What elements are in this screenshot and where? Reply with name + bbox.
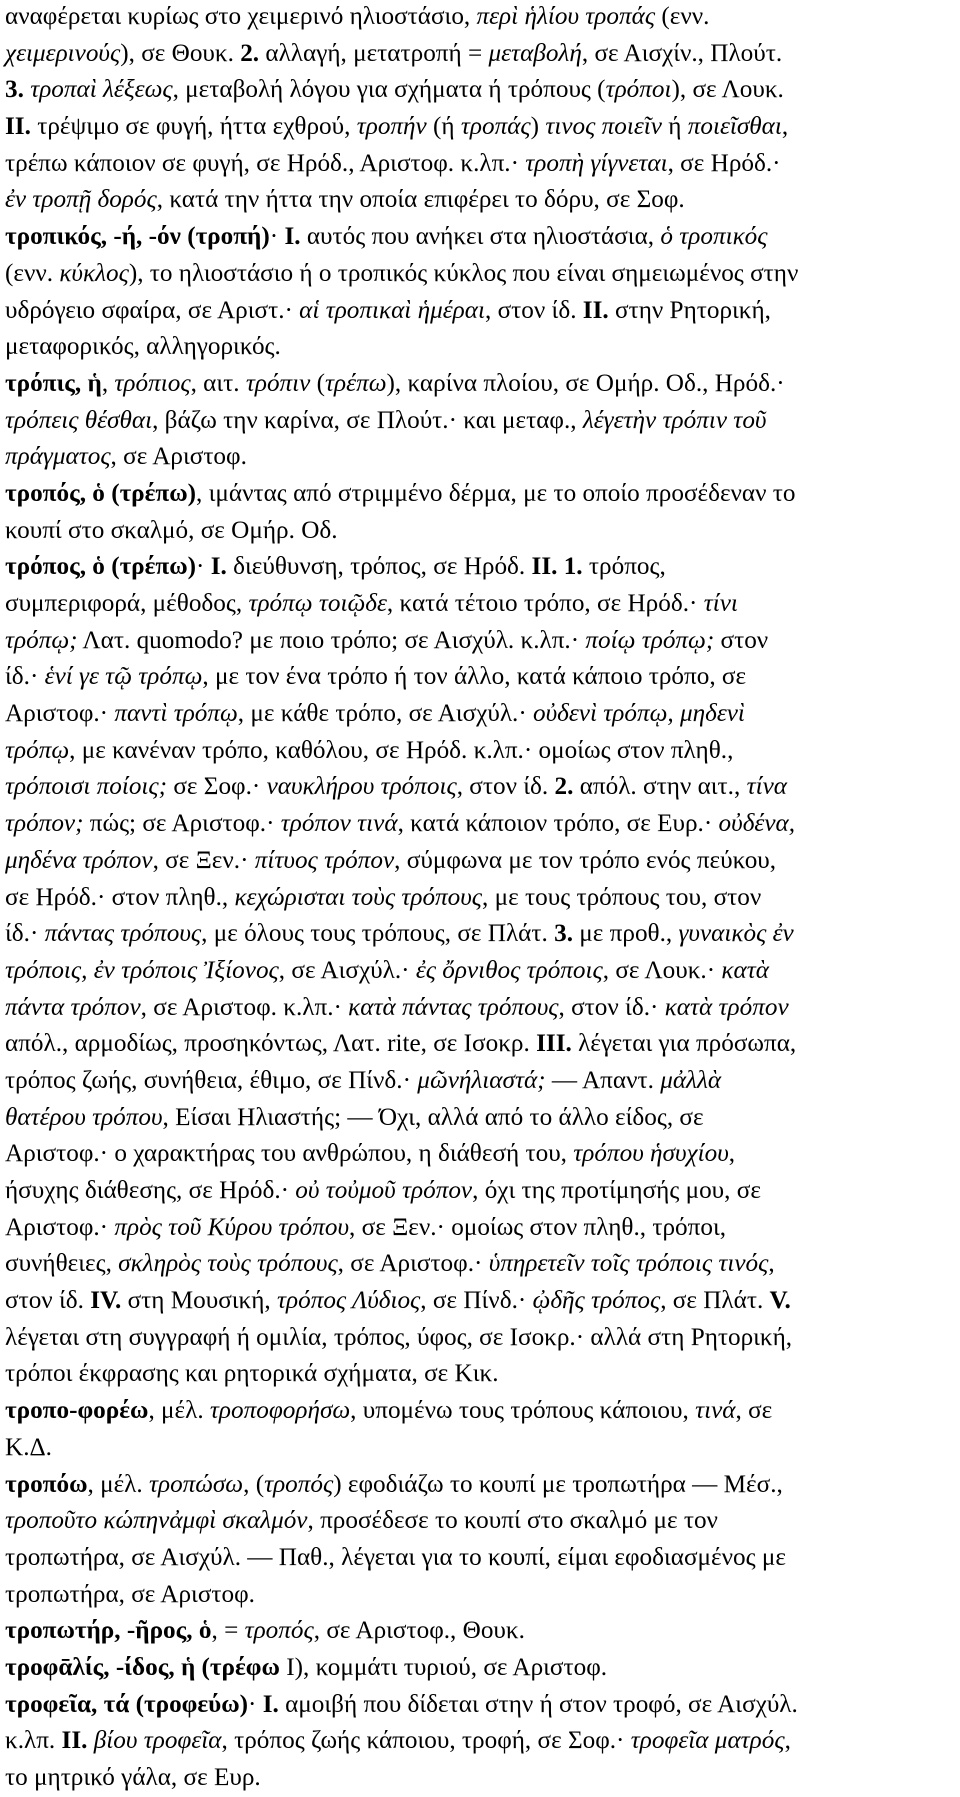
text-line xyxy=(5,1647,957,1687)
text-run: πώς; σε Αριστοφ.· xyxy=(83,810,281,838)
dictionary-page xyxy=(5,0,957,1797)
greek-italic: τίνα xyxy=(746,773,787,801)
text-run: Λατ. quomodo? με ποιο τρόπο; σε Αισχύλ. κ.λπ.· xyxy=(77,626,586,654)
text-line xyxy=(5,583,957,623)
headword-bold: τρόπις, ἡ xyxy=(5,369,102,397)
greek-italic: τροπώσω xyxy=(148,1470,244,1498)
text-run: , υπομένω τους τρόπους κάποιου, xyxy=(350,1397,696,1425)
text-run: Αριστοφ.· xyxy=(5,1213,115,1241)
text-run: τροπωτήρα, σε Αριστοφ. xyxy=(5,1580,255,1608)
greek-italic: κατὰ xyxy=(721,956,769,984)
text-run: τρόπος ζωής, συνήθεια, έθιμο, σε Πίνδ.· xyxy=(5,1066,418,1094)
text-line xyxy=(5,1353,957,1393)
greek-italic: πάντας τρόπους xyxy=(44,920,202,948)
text-line xyxy=(5,1684,957,1724)
text-line xyxy=(5,510,957,550)
greek-italic: κατὰ τρόπον xyxy=(664,993,789,1021)
text-run: ή xyxy=(661,113,688,141)
text-run: , σε Αριστοφ. κ.λπ.· xyxy=(140,993,349,1021)
text-line xyxy=(5,1464,957,1504)
text-run: ) xyxy=(530,113,546,141)
text-line xyxy=(5,1170,957,1210)
greek-italic: τροφεῖα ματρός xyxy=(630,1727,785,1755)
headword-bold: I. xyxy=(284,223,301,251)
text-run: ), σε Θουκ. xyxy=(120,39,241,67)
greek-italic: αἱ τροπικαὶ ἡμέραι xyxy=(299,296,485,324)
text-run: , προσέδεσε το κουπί στο σκαλμό με τον xyxy=(307,1507,718,1535)
headword-bold: II. xyxy=(5,113,31,141)
greek-italic: τρόπῳ τοιῷδε xyxy=(248,590,387,617)
greek-italic: θατέρου τρόπου xyxy=(5,1103,163,1131)
greek-italic: τροπαὶ λέξεως xyxy=(30,76,173,104)
text-line xyxy=(5,987,957,1027)
headword-bold: (τρέπω) xyxy=(111,479,197,507)
headword-bold: τροφεῖα, τά xyxy=(5,1690,130,1718)
text-run: λέγεται για πρόσωπα, xyxy=(571,1030,797,1058)
text-run: Αριστοφ.· ο χαρακτήρας του ανθρώπου, η διάθεσή του, xyxy=(5,1140,574,1168)
text-run: , τρόπος ζωής κάποιου, τροφή, σε Σοφ.· xyxy=(221,1727,631,1755)
greek-italic: μῶνήλιαστά; xyxy=(417,1066,546,1094)
text-run: , ( xyxy=(243,1470,265,1498)
text-run: · xyxy=(269,223,285,251)
headword-bold: V. xyxy=(769,1287,791,1315)
text-run: στον ίδ. xyxy=(5,1287,91,1315)
greek-italic: παντὶ τρόπῳ xyxy=(114,700,238,728)
headword-bold: 2. xyxy=(240,39,260,67)
text-run: , στον ίδ.· xyxy=(558,993,665,1021)
greek-italic: τρόπος Λύδιος xyxy=(277,1287,421,1315)
text-run: , σε xyxy=(735,1397,773,1425)
text-line xyxy=(5,253,957,293)
text-line xyxy=(5,1720,957,1760)
headword-bold: (τρέπω) xyxy=(111,553,197,581)
text-run: μεταφορικός, αλληγορικός. xyxy=(5,333,281,361)
text-line xyxy=(5,1427,957,1467)
text-run: τρέπω κάποιον σε φυγή, σε Ηρόδ., Αριστοφ. κ.λπ.· xyxy=(5,149,526,177)
text-run: αυτός που ανήκει στα ηλιοστάσια, xyxy=(300,223,661,251)
text-line xyxy=(5,33,957,73)
greek-italic: λέγετὴν τρόπιν τοῦ xyxy=(582,406,767,434)
greek-italic: γυναικὸς ἐν xyxy=(678,920,794,948)
text-run: στην Ρητορική, xyxy=(608,296,771,324)
text-line xyxy=(5,546,957,586)
greek-italic: περὶ ἡλίου τροπάς xyxy=(476,3,656,30)
text-run: , σε Ξεν.· ομοίως στον πληθ., τρόποι, xyxy=(349,1213,727,1241)
greek-italic: τρόπῳ; xyxy=(5,626,78,654)
text-run: , xyxy=(784,1727,791,1755)
text-run: κ.λπ. xyxy=(5,1727,62,1755)
text-run: , xyxy=(781,113,789,141)
greek-italic: τινος ποιεῖν xyxy=(545,113,662,141)
greek-italic: ἐς ὄρνιθος τρόποις xyxy=(415,956,603,984)
text-run: συνήθειες, xyxy=(5,1250,119,1278)
greek-italic: τροποῦτο κώπηνἀμφὶ σκαλμόν xyxy=(5,1507,308,1535)
greek-italic: τρόπεις θέσθαι xyxy=(5,406,153,434)
greek-italic: κύκλος xyxy=(59,259,129,287)
text-run: αναφέρεται κυρίως στο χειμερινό ηλιοστάσιο, xyxy=(5,3,477,30)
text-run: · xyxy=(196,553,211,581)
greek-italic: οὐ τοὐμοῦ τρόπον xyxy=(295,1177,473,1204)
greek-italic: κεχώρισται τοὺς τρόπους xyxy=(234,883,483,911)
headword-bold: τροπός, ὁ xyxy=(5,479,105,507)
text-line xyxy=(5,1537,957,1577)
headword-bold: II. 1. xyxy=(531,553,583,581)
text-run: υδρόγειο σφαίρα, σε Αριστ.· xyxy=(5,296,300,324)
greek-italic: σκληρὸς τοὺς τρόπους xyxy=(118,1250,338,1278)
text-run: , σε Αριστοφ.· xyxy=(337,1250,489,1278)
text-run: , xyxy=(728,1140,736,1168)
text-run: , μεταβολή λόγου για σχήματα ή τρόπους ( xyxy=(172,76,606,104)
headword-bold: τροφᾱλίς, -ίδος, ἡ xyxy=(5,1653,196,1681)
text-run: ίδ.· xyxy=(5,663,45,691)
text-run: τρόπος, xyxy=(582,553,666,581)
text-run: · xyxy=(248,1690,263,1718)
text-line xyxy=(5,1243,957,1283)
text-run: — Απαντ. xyxy=(545,1066,661,1094)
greek-italic: τροπήν xyxy=(356,113,427,141)
greek-italic: τροπάς xyxy=(460,113,531,141)
greek-italic: πράγματος xyxy=(5,443,111,471)
headword-bold: τροπόω xyxy=(5,1470,88,1498)
headword-bold: τροπο-φορέω xyxy=(5,1397,149,1425)
text-run: , σε Αριστοφ. xyxy=(110,443,247,471)
text-line xyxy=(5,1097,957,1137)
text-run: ) εφοδιάζω το κουπί με τροπωτήρα — Μέσ., xyxy=(333,1470,783,1498)
greek-italic: τρόποι xyxy=(605,76,672,104)
greek-italic: πάντα τρόπον xyxy=(5,993,141,1021)
text-line xyxy=(5,179,957,219)
greek-italic: χειμερινούς xyxy=(5,39,121,67)
headword-bold: II. xyxy=(61,1727,88,1755)
text-line xyxy=(5,1023,957,1063)
text-run: με προθ., xyxy=(572,920,679,948)
text-run: συμπεριφορά, μέθοδος, xyxy=(5,590,249,617)
text-run: , σε Λουκ.· xyxy=(602,956,722,984)
greek-italic: τρόπιν xyxy=(245,369,311,397)
greek-italic: ποίῳ τρόπῳ; xyxy=(585,626,715,654)
text-run: , Είσαι Ηλιαστής; — Όχι, αλλά από το άλλο είδος, σε xyxy=(162,1103,704,1131)
text-run: , σε Ξεν.· xyxy=(152,846,255,874)
greek-italic: τροπὴ γίγνεται xyxy=(525,149,668,177)
headword-bold: (τρέφω xyxy=(201,1653,280,1681)
text-line xyxy=(5,1757,957,1797)
text-line xyxy=(5,400,957,440)
text-run: τρόποι έκφρασης και ρητορικά σχήματα, σε Κικ. xyxy=(5,1360,499,1388)
text-run: κουπί στο σκαλμό, σε Ομήρ. Οδ. xyxy=(5,516,338,544)
headword-bold: τροπωτήρ, -ῆρος, ὁ xyxy=(5,1617,212,1645)
text-line xyxy=(5,730,957,770)
text-line xyxy=(5,877,957,917)
greek-italic: οὐδενὶ τρόπῳ, μηδενὶ xyxy=(533,700,745,728)
text-run: απόλ. στην αιτ., xyxy=(573,773,747,801)
greek-italic: μεταβολή xyxy=(488,39,582,67)
text-line xyxy=(5,216,957,256)
text-run: , με τους τρόπους του, στον xyxy=(482,883,762,911)
text-line xyxy=(5,290,957,330)
text-line xyxy=(5,363,957,403)
greek-italic: τινά xyxy=(695,1397,736,1425)
text-line xyxy=(5,766,957,806)
text-run: , όχι της προτίμησής μου, σε xyxy=(472,1177,761,1204)
text-line xyxy=(5,326,957,366)
text-line xyxy=(5,1060,957,1100)
greek-italic: τρόπου ἡσυχίου xyxy=(573,1140,729,1168)
greek-italic: ναυκλήρου τρόποις xyxy=(266,773,457,801)
greek-italic: μηδένα τρόπον xyxy=(5,846,153,874)
greek-italic: ποιεῖσθαι xyxy=(687,113,782,141)
greek-italic: τρόποισι ποίοις; xyxy=(5,773,168,801)
text-run: αλλαγή, μετατροπή = xyxy=(259,39,489,67)
greek-italic: τίνι xyxy=(703,590,738,617)
text-line xyxy=(5,69,957,109)
text-run: , = xyxy=(211,1617,245,1645)
greek-italic: τρέπω xyxy=(325,369,387,397)
greek-italic: ᾠδῆς τρόπος xyxy=(532,1287,661,1315)
greek-italic: τρόπιος xyxy=(114,369,191,397)
text-line xyxy=(5,840,957,880)
greek-italic: τρόπῳ xyxy=(5,736,70,764)
headword-bold: IV. xyxy=(90,1287,122,1315)
text-run: , στον ίδ. xyxy=(456,773,555,801)
text-run: , κατά την ήττα την οποία επιφέρει το δόρυ, σε Σοφ. xyxy=(156,186,685,214)
greek-italic: ὑπηρετεῖν τοῖς τρόποις τινός xyxy=(488,1250,769,1278)
text-line xyxy=(5,803,957,843)
text-run: ), σε Λουκ. xyxy=(671,76,784,104)
text-run: , αιτ. xyxy=(190,369,246,397)
text-run: σε Σοφ.· xyxy=(167,773,267,801)
text-line xyxy=(5,656,957,696)
text-run: τρέψιμο σε φυγή, ήττα εχθρού, xyxy=(30,113,357,141)
text-run: διεύθυνση, τρόπος, σε Ηρόδ. xyxy=(226,553,532,581)
text-run: , σε Πίνδ.· xyxy=(420,1287,533,1315)
headword-bold: 3. xyxy=(5,76,24,104)
text-run: , κατά τέτοιο τρόπο, σε Ηρόδ.· xyxy=(386,590,704,617)
text-line xyxy=(5,950,957,990)
text-run: , μέλ. xyxy=(148,1397,210,1425)
headword-bold: 3. xyxy=(554,920,573,948)
headword-bold: I. xyxy=(262,1690,279,1718)
headword-bold: τρόπος, ὁ xyxy=(5,553,105,581)
text-run: λέγεται στη συγγραφή ή ομιλία, τρόπος, ύφος, σε Ισοκρ.· αλλά στη Ρητορική, xyxy=(5,1323,793,1351)
headword-bold: (τροπή) xyxy=(187,223,270,251)
text-run: , σύμφωνα με τον τρόπο ενός πεύκου, xyxy=(394,846,777,874)
text-run: ), το ηλιοστάσιο ή ο τροπικός κύκλος που είναι σημειωμένος στην xyxy=(128,259,799,287)
text-run: απόλ., αρμοδίως, προσηκόντως, Λατ. rite, σε Ισοκρ. xyxy=(5,1030,537,1058)
text-run: , μέλ. xyxy=(87,1470,149,1498)
text-run: , στον ίδ. xyxy=(484,296,583,324)
text-run: I), κομμάτι τυριού, σε Αριστοφ. xyxy=(279,1653,608,1681)
text-line xyxy=(5,473,957,513)
text-line xyxy=(5,1500,957,1540)
text-run: (ή xyxy=(426,113,461,141)
text-line xyxy=(5,620,957,660)
text-line xyxy=(5,143,957,183)
text-line xyxy=(5,693,957,733)
text-line xyxy=(5,0,957,36)
greek-italic: κατὰ πάντας τρόπους xyxy=(348,993,559,1021)
greek-italic: τρόπον τινά xyxy=(280,810,398,838)
text-line xyxy=(5,1133,957,1173)
text-line xyxy=(5,913,957,953)
text-run: , ιμάντας από στριμμένο δέρμα, με το οποίο προσέδεναν το xyxy=(196,479,796,507)
text-run: , με κάθε τρόπο, σε Αισχύλ.· xyxy=(237,700,534,728)
text-run: , με όλους τους τρόπους, σε Πλάτ. xyxy=(201,920,555,948)
text-run: στον xyxy=(714,626,769,654)
greek-italic: βίου τροφεῖα xyxy=(93,1727,222,1755)
headword-bold: (τροφεύω) xyxy=(135,1690,249,1718)
text-run: (ενν. xyxy=(5,259,60,287)
headword-bold: I. xyxy=(210,553,227,581)
greek-italic: τροποφορήσω xyxy=(209,1397,351,1425)
text-line xyxy=(5,1574,957,1614)
text-run: ίδ.· xyxy=(5,920,45,948)
text-line xyxy=(5,436,957,476)
text-run: ( xyxy=(310,369,326,397)
text-run: το μητρικό γάλα, σε Ευρ. xyxy=(5,1764,261,1791)
greek-italic: οὐδένα, xyxy=(718,810,796,838)
greek-italic: τρόπον; xyxy=(5,810,84,838)
text-run: , σε Αισχύλ.· xyxy=(278,956,416,984)
text-run: , σε Αριστοφ., Θουκ. xyxy=(313,1617,525,1645)
text-run: , βάζω την καρίνα, σε Πλούτ.· και μεταφ., xyxy=(152,406,583,434)
text-line xyxy=(5,1390,957,1430)
text-run: , σε Πλάτ. xyxy=(660,1287,770,1315)
text-line xyxy=(5,1610,957,1650)
text-run: αμοιβή που δίδεται στην ή στον τροφό, σε Αισχύλ. xyxy=(278,1690,798,1718)
text-run: , με τον ένα τρόπο ή τον άλλο, κατά κάποιο τρόπο, σε xyxy=(202,663,747,691)
greek-italic: μἀλλὰ xyxy=(660,1066,722,1094)
text-run: , xyxy=(768,1250,775,1278)
text-run: σε Ηρόδ.· στον πληθ., xyxy=(5,883,235,911)
text-run: στη Μουσική, xyxy=(121,1287,278,1315)
greek-italic: ἑνί γε τῷ τρόπῳ xyxy=(44,663,203,691)
headword-bold: III. xyxy=(536,1030,572,1058)
text-run: , σε Ηρόδ.· xyxy=(667,149,781,177)
headword-bold: τροπικός, -ή, -όν xyxy=(5,223,181,251)
greek-italic: τρόποις, ἐν τρόποις Ἰξίονος xyxy=(5,956,279,984)
text-line xyxy=(5,106,957,146)
text-run: Κ.Δ. xyxy=(5,1433,52,1461)
text-run: , xyxy=(101,369,115,397)
headword-bold: 2. xyxy=(554,773,574,801)
text-line xyxy=(5,1207,957,1247)
text-run: ), καρίνα πλοίου, σε Ομήρ. Οδ., Ηρόδ.· xyxy=(386,369,785,397)
greek-italic: πρὸς τοῦ Κύρου τρόπου xyxy=(114,1213,350,1241)
text-run: τροπωτήρα, σε Αισχύλ. — Παθ., λέγεται για το κουπί, είμαι εφοδιασμένος με xyxy=(5,1543,786,1571)
text-run: , με κανέναν τρόπο, καθόλου, σε Ηρόδ. κ.λπ.· ομοίως στον πληθ., xyxy=(69,736,734,764)
greek-italic: ἐν τροπῇ δορός xyxy=(5,186,157,214)
text-run: Αριστοφ.· xyxy=(5,700,115,728)
greek-italic: τροπός xyxy=(244,1617,314,1645)
text-run: ήσυχης διάθεσης, σε Ηρόδ.· xyxy=(5,1177,296,1204)
headword-bold: II. xyxy=(582,296,609,324)
greek-italic: ὁ τροπικός xyxy=(660,223,768,251)
greek-italic: πίτυος τρόπον xyxy=(254,846,395,874)
text-line xyxy=(5,1317,957,1357)
text-run: (ενν. xyxy=(655,3,710,30)
text-run: , σε Αισχίν., Πλούτ. xyxy=(581,39,783,67)
text-run: , κατά κάποιον τρόπο, σε Ευρ.· xyxy=(397,810,719,838)
greek-italic: τροπός xyxy=(264,1470,334,1498)
text-line xyxy=(5,1280,957,1320)
